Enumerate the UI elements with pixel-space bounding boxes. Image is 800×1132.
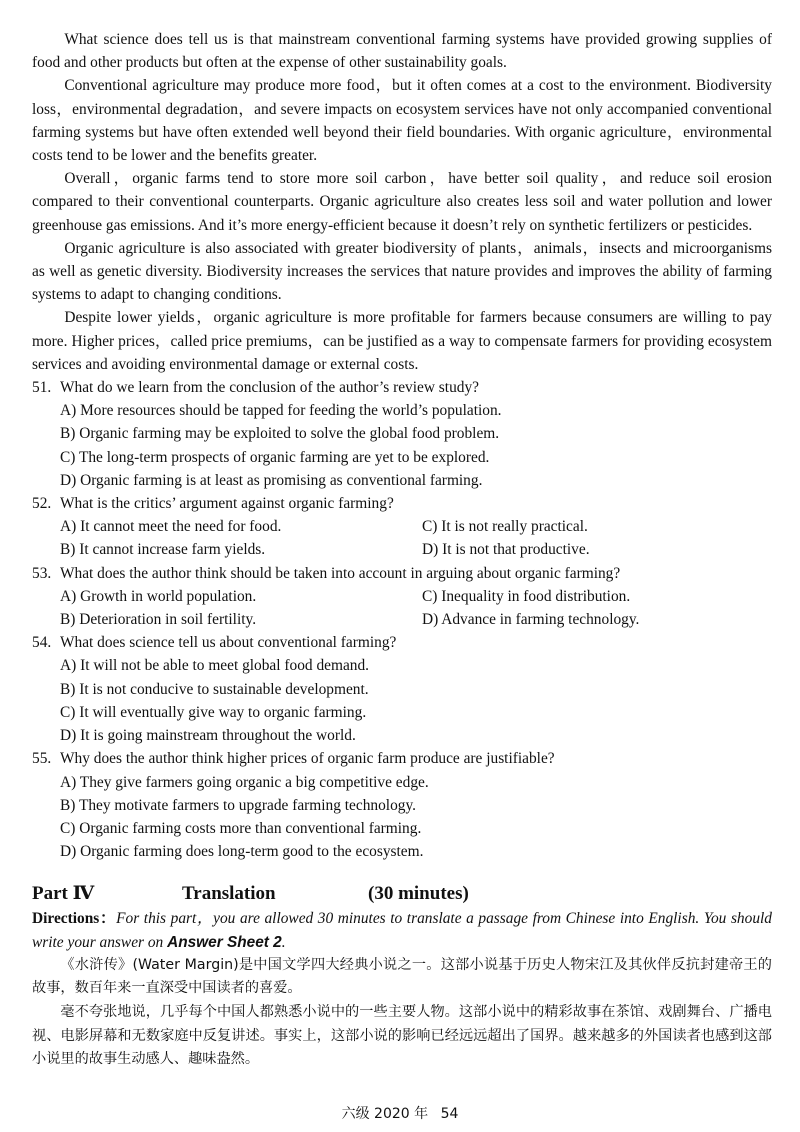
passage-paragraph: What science does tell us is that mainstream conventional farming systems have provided growing supplies of food and other products but often at the expense of other sustainability goals. (32, 31, 772, 72)
part-label: Part Ⅳ (32, 883, 95, 905)
directions-text: For this part，you are allowed 30 minutes to translate a passage from Chinese into English. You should write your answer on (32, 910, 772, 951)
question-number: 55. (32, 750, 52, 768)
option-c: C) Organic farming costs more than conventional farming. (60, 819, 422, 837)
question-text: Why does the author think higher prices of organic farm produce are justifiable? (60, 750, 555, 768)
option-a: A) Growth in world population. (60, 587, 257, 605)
footer-label: 六级 2020 年 (341, 1106, 429, 1122)
question-text: What does the author think should be taken into account in arguing about organic farming? (60, 564, 621, 582)
chinese-paragraph: 毫不夸张地说，几乎每个中国人都熟悉小说中的一些主要人物。这部小说中的精彩故事在茶馆、戏剧舞台、广播电视、电影屏幕和无数家庭中反复讲述。事实上，这部小说的影响已经远远超出了国界。越来越多的外国读者也感到这部小说里的故事生动感人、趣味盎然。 (32, 1003, 772, 1068)
part-time: (30 minutes) (368, 883, 469, 905)
option-c: C) The long-term prospects of organic farming are yet to be explored. (60, 448, 490, 466)
question-53 (32, 562, 772, 632)
question-55 (32, 747, 772, 863)
option-b: B) They motivate farmers to upgrade farming technology. (60, 796, 417, 814)
option-d: D) Advance in farming technology. (422, 611, 640, 629)
question-number: 53. (32, 564, 52, 582)
page-number: 54 (440, 1106, 459, 1122)
question-number: 52. (32, 495, 52, 513)
passage-paragraph: Overall，organic farms tend to store more soil carbon，have better soil quality，and reduce soil erosion compared to their conventional counterparts. Organic agriculture also creates less soil and water pollution and lower greenhouse gas emissions. And it’s more energy-efficient because it doesn’t rely on synthetic fertilizers or pesticides. (32, 170, 772, 234)
option-d: D) Organic farming does long-term good to the ecosystem. (60, 843, 424, 861)
passage-paragraph: Organic agriculture is also associated with greater biodiversity of plants，animals，insects and microorganisms as well as genetic diversity. Biodiversity increases the services that nature provides and improves the ability of farming systems to adapt to changing conditions. (32, 239, 772, 304)
directions (32, 907, 772, 953)
page-footer (0, 1103, 800, 1123)
option-b: B) It is not conducive to sustainable development. (60, 680, 369, 698)
answer-sheet-ref: Answer Sheet 2 (167, 933, 282, 951)
directions-end: . (281, 933, 286, 951)
option-b: B) Deterioration in soil fertility. (60, 611, 257, 629)
option-c: C) It is not really practical. (422, 518, 588, 536)
question-text: What is the critics’ argument against organic farming? (60, 495, 394, 513)
option-a: A) It cannot meet the need for food. (60, 518, 282, 536)
passage-paragraph: Despite lower yields，organic agriculture is more profitable for farmers because consumers are willing to pay more. Higher prices，called price premiums，can be justified as a way to compensate farmers for providing ecosystem services and avoiding environmental damage or external costs. (32, 309, 772, 373)
option-a: A) More resources should be tapped for feeding the world’s population. (60, 402, 502, 420)
question-text: What do we learn from the conclusion of the author’s review study? (60, 379, 479, 397)
question-52 (32, 492, 772, 562)
option-c: C) Inequality in food distribution. (422, 587, 631, 605)
question-number: 51. (32, 379, 52, 397)
option-a: A) It will not be able to meet global food demand. (60, 657, 370, 675)
translation-passage (32, 954, 772, 1072)
chinese-paragraph: 《水浒传》(Water Margin)是中国文学四大经典小说之一。这部小说基于历史人物宋江及其伙伴反抗封建帝王的故事，数百年来一直深受中国读者的喜爱。 (32, 956, 772, 997)
option-b: B) It cannot increase farm yields. (60, 541, 266, 559)
option-b: B) Organic farming may be exploited to solve the global food problem. (60, 425, 500, 443)
question-51 (32, 376, 772, 492)
reading-passage (32, 28, 772, 376)
option-c: C) It will eventually give way to organic farming. (60, 703, 367, 721)
part-header (32, 881, 772, 907)
passage-paragraph: Conventional agriculture may produce more food，but it often comes at a cost to the environment. Biodiversity loss，environmental degradation，and severe impacts on ecosystem services have not only accompanied conventional farming systems but have often extended well beyond their field boundaries. With organic agriculture，environmental costs tend to be lower and the benefits greater. (32, 77, 772, 165)
question-54 (32, 631, 772, 747)
document-page (32, 28, 772, 1072)
question-number: 54. (32, 634, 52, 652)
option-d: D) Organic farming is at least as promising as conventional farming. (60, 471, 483, 489)
option-d: D) It is not that productive. (422, 541, 590, 559)
option-a: A) They give farmers going organic a big competitive edge. (60, 773, 429, 791)
part-title: Translation (182, 883, 276, 905)
directions-label: Directions： (32, 910, 117, 928)
question-text: What does science tell us about conventional farming? (60, 634, 397, 652)
option-d: D) It is going mainstream throughout the world. (60, 727, 356, 745)
